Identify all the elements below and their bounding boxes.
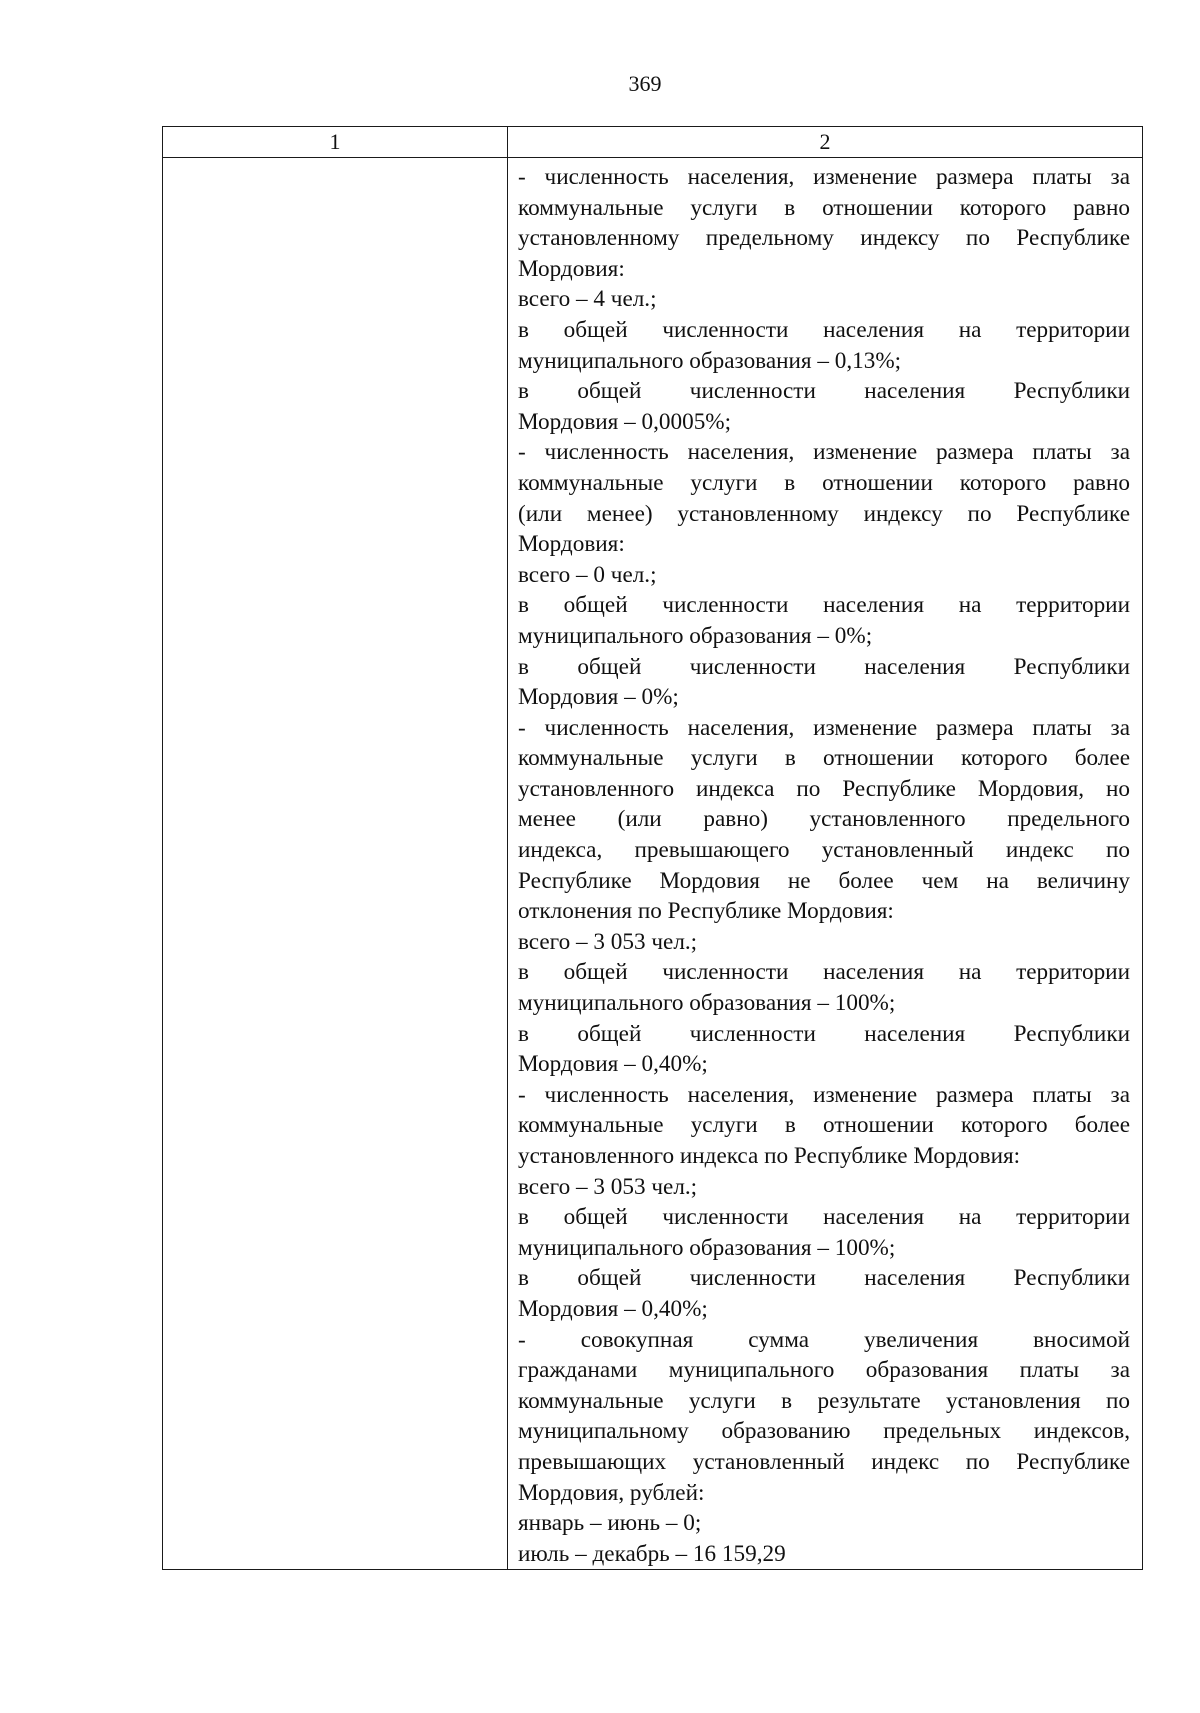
- text-line: муниципального образования – 0%;: [518, 622, 873, 649]
- text-line: всего – 4 чел.;: [518, 286, 657, 313]
- text-line: - численность населения, изменение размера платы за: [518, 439, 1130, 466]
- text-line: Мордовия, рублей:: [518, 1479, 705, 1506]
- text-line: индекса, превышающего установленный индекс по: [518, 837, 1130, 864]
- document-table: [162, 126, 1143, 1570]
- text-line: в общей численности населения Республики: [518, 653, 1130, 680]
- text-line: в общей численности населения Республики: [518, 1265, 1130, 1292]
- text-line: Мордовия:: [518, 531, 625, 558]
- text-line: Республике Мордовия не более чем на величину: [518, 867, 1130, 894]
- text-line: коммунальные услуги в результате установления по: [518, 1387, 1130, 1414]
- column-1-header: 1: [163, 127, 508, 158]
- text-line: менее (или равно) установленного предельного: [518, 806, 1130, 833]
- column-2-text: [508, 158, 1142, 1569]
- text-line: коммунальные услуги в отношении которого равно: [518, 194, 1130, 221]
- text-line: в общей численности населения Республики: [518, 378, 1130, 405]
- text-line: Мордовия – 0%;: [518, 684, 679, 711]
- column-2-header: 2: [508, 127, 1143, 158]
- text-line: в общей численности населения на территории: [518, 959, 1130, 986]
- text-line: Мордовия – 0,0005%;: [518, 408, 732, 435]
- text-line: Мордовия:: [518, 255, 625, 282]
- text-line: в общей численности населения на территории: [518, 592, 1130, 619]
- text-line: муниципального образования – 100%;: [518, 1234, 896, 1261]
- text-line: Мордовия – 0,40%;: [518, 1051, 708, 1078]
- text-line: гражданами муниципального образования платы за: [518, 1357, 1130, 1384]
- column-2-cell: [508, 158, 1143, 1570]
- text-line: превышающих установленный индекс по Республике: [518, 1448, 1130, 1475]
- text-line: - совокупная сумма увеличения вносимой: [518, 1326, 1130, 1353]
- text-line: - численность населения, изменение размера платы за: [518, 1081, 1130, 1108]
- text-line: всего – 0 чел.;: [518, 561, 657, 588]
- text-line: установленного индекса по Республике Мордовия:: [518, 1143, 1021, 1169]
- text-line: июль – декабрь – 16 159,29: [518, 1540, 786, 1567]
- text-line: всего – 3 053 чел.;: [518, 928, 698, 955]
- text-line: всего – 3 053 чел.;: [518, 1173, 698, 1200]
- text-line: коммунальные услуги в отношении которого равно: [518, 469, 1130, 496]
- text-line: муниципального образования – 0,13%;: [518, 347, 902, 374]
- text-line: коммунальные услуги в отношении которого более: [518, 745, 1130, 772]
- table-row: [163, 158, 1143, 1570]
- text-line: муниципального образования – 100%;: [518, 990, 896, 1017]
- text-line: муниципальному образованию предельных индексов,: [518, 1418, 1130, 1445]
- column-1-cell: [163, 158, 508, 1570]
- text-line: установленного индекса по Республике Мордовия, но: [518, 775, 1130, 802]
- text-line: январь – июнь – 0;: [518, 1510, 702, 1537]
- page-number: 369: [628, 71, 662, 96]
- text-line: - численность населения, изменение размера платы за: [518, 714, 1130, 741]
- text-line: в общей численности населения на территории: [518, 1204, 1130, 1231]
- text-line: отклонения по Республике Мордовия:: [518, 898, 894, 925]
- text-line: установленному предельному индексу по Республике: [518, 225, 1130, 252]
- text-line: в общей численности населения на территории: [518, 316, 1130, 343]
- text-line: - численность населения, изменение размера платы за: [518, 164, 1130, 190]
- text-line: Мордовия – 0,40%;: [518, 1295, 708, 1322]
- text-line: в общей численности населения Республики: [518, 1020, 1130, 1047]
- text-line: (или менее) установленному индексу по Республике: [518, 500, 1130, 527]
- text-line: коммунальные услуги в отношении которого более: [518, 1112, 1130, 1139]
- table-header-row: [163, 127, 1143, 158]
